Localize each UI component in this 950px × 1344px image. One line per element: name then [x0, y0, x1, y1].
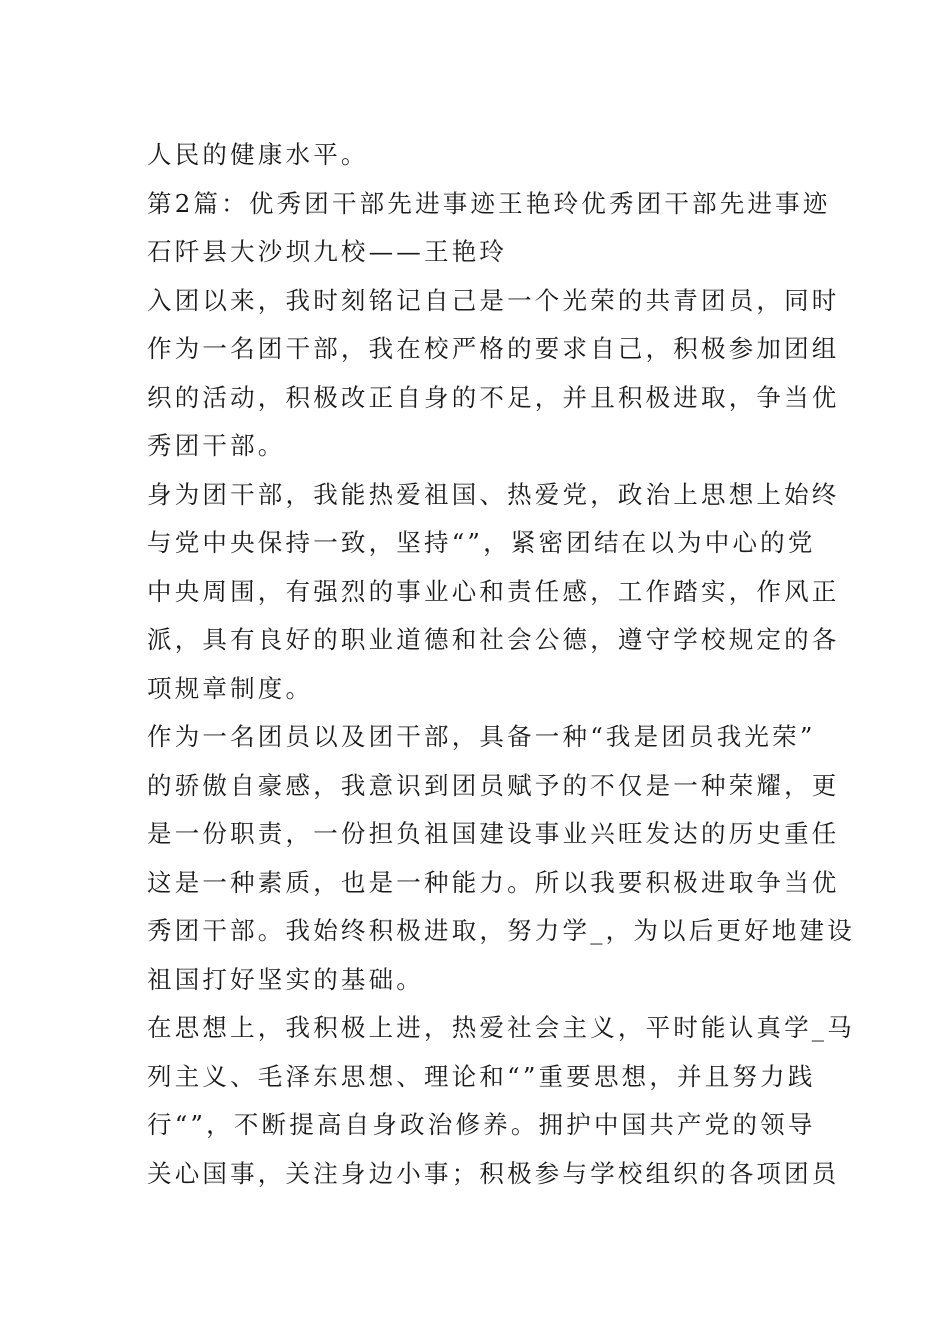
author-line: 石阡县大沙坝九校——王艳玲 — [147, 237, 508, 266]
text-line: 作为一名团员以及团干部，具备一种“我是团员我光荣” — [147, 722, 816, 751]
text-line: 与党中央保持一致，坚持“”，紧密团结在以为中心的党 — [147, 528, 816, 557]
text-line: 作为一名团干部，我在校严格的要求自己，积极参加团组 — [147, 334, 840, 363]
document-body — [147, 131, 855, 1198]
text-line: 人民的健康水平。 — [147, 140, 369, 169]
text-line: 是一份职责，一份担负祖国建设事业兴旺发达的历史重任 — [147, 819, 840, 848]
text-line: 入团以来，我时刻铭记自己是一个光荣的共青团员，同时 — [147, 285, 840, 315]
text-line: 织的活动，积极改正自身的不足，并且积极进取，争当优 — [147, 382, 840, 412]
text-line: 中央周围，有强烈的事业心和责任感，工作踏实，作风正 — [147, 576, 840, 606]
text-line: 秀团干部。我始终积极进取，努力学_，为以后更好地建设 — [147, 916, 855, 945]
text-line: 秀团干部。 — [147, 431, 286, 460]
text-line: 行“”，不断提高自身政治修养。拥护中国共产党的领导 — [147, 1110, 816, 1139]
text-line: 这是一种素质，也是一种能力。所以我要积极进取争当优 — [147, 867, 840, 897]
text-line: 的骄傲自豪感，我意识到团员赋予的不仅是一种荣耀，更 — [147, 770, 840, 800]
text-line: 项规章制度。 — [147, 673, 314, 703]
text-line: 派，具有良好的职业道德和社会公德，遵守学校规定的各 — [147, 625, 840, 654]
text-line: 身为团干部，我能热爱祖国、热爱党，政治上思想上始终 — [147, 479, 840, 509]
text-line: 列主义、毛泽东思想、理论和“”重要思想，并且努力践 — [147, 1061, 816, 1091]
text-line: 祖国打好坚实的基础。 — [147, 964, 424, 994]
section-heading: 第2篇：优秀团干部先进事迹王艳玲优秀团干部先进事迹 — [147, 188, 831, 218]
text-line: 关心国事，关注身边小事；积极参与学校组织的各项团员 — [147, 1158, 840, 1188]
text-line: 在思想上，我积极上进，热爱社会主义，平时能认真学_马 — [147, 1013, 855, 1042]
